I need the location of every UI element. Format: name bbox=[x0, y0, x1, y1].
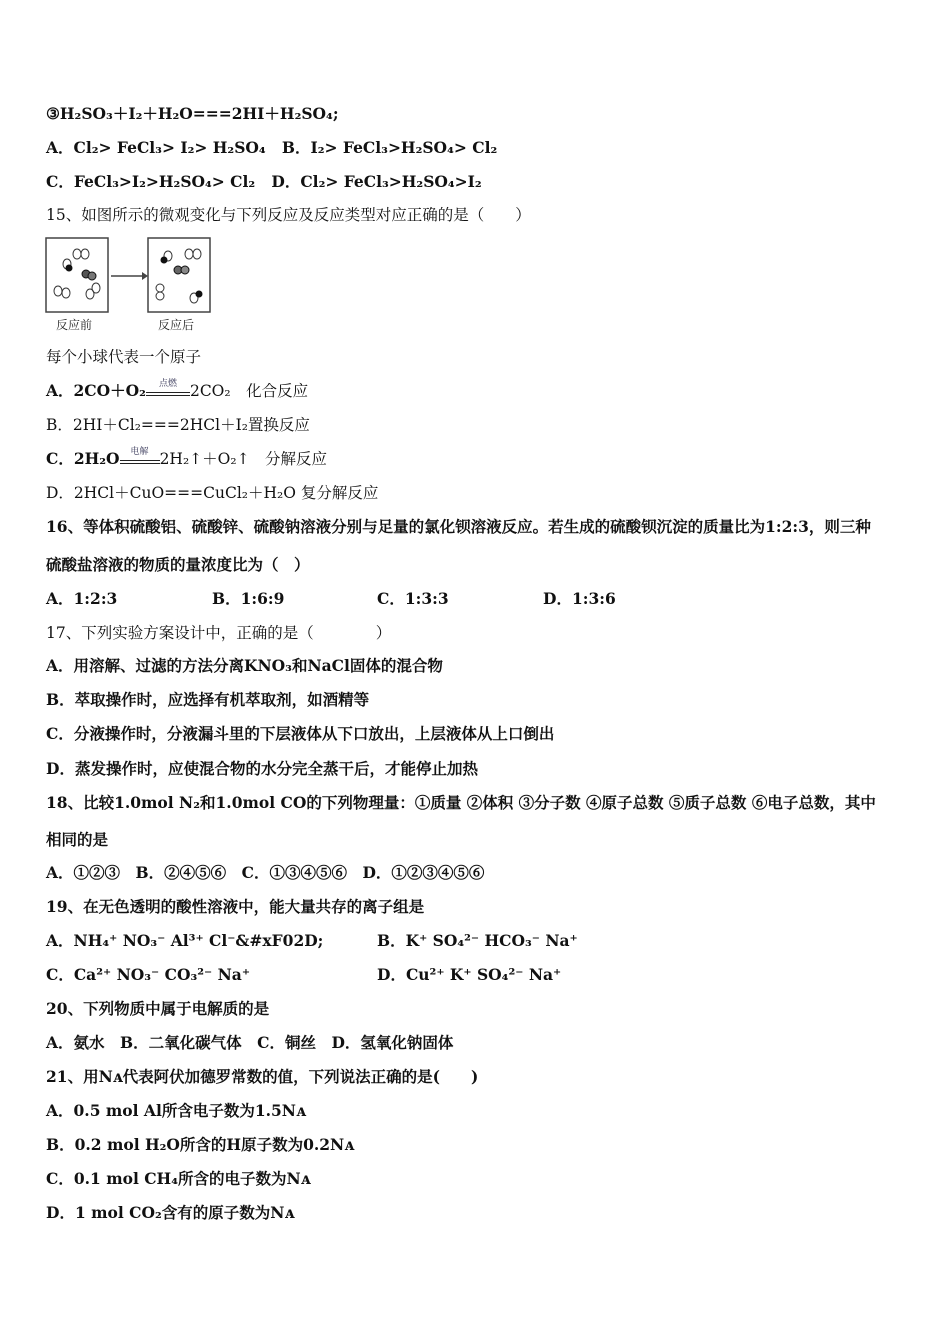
q15-option-a-right: 2CO₂ 化合反应 bbox=[189, 382, 309, 400]
q20-options[interactable]: A．氨水 B．二氧化碳气体 C．铜丝 D．氢氧化钠固体 bbox=[46, 1033, 454, 1052]
atom-hatched bbox=[88, 272, 96, 280]
q15-option-a[interactable] bbox=[46, 381, 308, 401]
q14-options-ab bbox=[46, 138, 497, 158]
q16-stem-line2: 硫酸盐溶液的物质的量浓度比为（ ） bbox=[46, 555, 310, 574]
q15-option-a-left: A．2CO＋O₂ bbox=[46, 381, 146, 400]
q15-option-c[interactable] bbox=[46, 449, 327, 469]
reaction-diagram bbox=[44, 236, 219, 336]
condition-equals bbox=[146, 379, 190, 396]
q21-stem: 21、用Nᴀ代表阿伏加德罗常数的值，下列说法正确的是( ) bbox=[46, 1067, 479, 1086]
q14-options-cd bbox=[46, 172, 482, 192]
atom-light bbox=[81, 249, 89, 259]
atom-light bbox=[73, 249, 81, 259]
atom-dark bbox=[196, 291, 203, 298]
q17-option-b[interactable]: B．萃取操作时，应选择有机萃取剂，如酒精等 bbox=[46, 690, 370, 709]
q19-option-d[interactable]: D．Cu²⁺ K⁺ SO₄²⁻ Na⁺ bbox=[377, 965, 562, 984]
condition-equals bbox=[120, 447, 160, 464]
arrow-head-icon bbox=[142, 272, 148, 280]
q18-options[interactable]: A．①②③ B．②④⑤⑥ C．①③④⑤⑥ D．①②③④⑤⑥ bbox=[46, 863, 485, 882]
q14-option-d[interactable]: D．Cl₂> FeCl₃>H₂SO₄>I₂ bbox=[271, 172, 482, 191]
q15-option-c-right: 2H₂↑＋O₂↑ 分解反应 bbox=[159, 450, 328, 468]
atom-light bbox=[193, 249, 201, 259]
q15-option-d[interactable]: D．2HCl＋CuO===CuCl₂＋H₂O 复分解反应 bbox=[46, 484, 379, 502]
condition-label: 点燃 bbox=[158, 379, 177, 389]
q16-option-d[interactable]: D．1:3:6 bbox=[543, 589, 616, 608]
q17-option-a[interactable]: A．用溶解、过滤的方法分离KNO₃和NaCl固体的混合物 bbox=[46, 656, 443, 675]
q16-option-a[interactable]: A．1:2:3 bbox=[46, 589, 118, 608]
atom-hatched bbox=[181, 266, 189, 274]
q19-option-c[interactable]: C．Ca²⁺ NO₃⁻ CO₃²⁻ Na⁺ bbox=[46, 965, 251, 984]
q20-stem: 20、下列物质中属于电解质的是 bbox=[46, 999, 270, 1018]
atom-light bbox=[62, 288, 70, 298]
q17-option-c[interactable]: C．分液操作时，分液漏斗里的下层液体从下口放出，上层液体从上口倒出 bbox=[46, 724, 555, 743]
q18-stem-line1: 18、比较1.0mol N₂和1.0mol CO的下列物理量：①质量 ②体积 ③分子数 ④原子总数 ⑤质子总数 ⑥电子总数，其中 bbox=[46, 793, 876, 812]
after-box bbox=[148, 238, 210, 312]
q16-stem-line1: 16、等体积硫酸铝、硫酸锌、硫酸钠溶液分别与足量的氯化钡溶液反应。若生成的硫酸钡沉淀的质量比为1:2:3，则三种 bbox=[46, 517, 871, 536]
q21-option-c[interactable]: C．0.1 mol CH₄所含的电子数为Nᴀ bbox=[46, 1169, 311, 1188]
q21-option-d[interactable]: D．1 mol CO₂含有的原子数为Nᴀ bbox=[46, 1203, 295, 1222]
atom-dark bbox=[66, 265, 73, 272]
reaction-diagram-svg bbox=[44, 236, 219, 336]
q17-stem: 17、下列实验方案设计中，正确的是（ ） bbox=[46, 624, 392, 642]
q15-stem: 15、如图所示的微观变化与下列反应及反应类型对应正确的是（ ） bbox=[46, 206, 531, 224]
q21-option-b[interactable]: B．0.2 mol H₂O所含的H原子数为0.2Nᴀ bbox=[46, 1135, 355, 1154]
q18-stem-line2: 相同的是 bbox=[46, 830, 109, 849]
q19-option-b[interactable]: B．K⁺ SO₄²⁻ HCO₃⁻ Na⁺ bbox=[377, 931, 578, 950]
condition-label: 电解 bbox=[130, 447, 149, 457]
atom-light bbox=[54, 286, 62, 296]
q15-option-c-left: C．2H₂O bbox=[46, 449, 120, 468]
q14-item3: ③H₂SO₃＋I₂＋H₂O===2HI＋H₂SO₄; bbox=[46, 104, 339, 123]
q15-note: 每个小球代表一个原子 bbox=[46, 348, 202, 366]
q16-option-c[interactable]: C．1:3:3 bbox=[377, 589, 449, 608]
q17-option-d[interactable]: D．蒸发操作时，应使混合物的水分完全蒸干后，才能停止加热 bbox=[46, 759, 478, 778]
label-before: 反应前 bbox=[56, 318, 93, 332]
q14-option-c[interactable]: C．FeCl₃>I₂>H₂SO₄> Cl₂ bbox=[46, 172, 256, 191]
atom-light bbox=[185, 249, 193, 259]
atom-light bbox=[92, 283, 100, 293]
q21-option-a[interactable]: A．0.5 mol Al所含电子数为1.5Nᴀ bbox=[46, 1101, 306, 1120]
label-after: 反应后 bbox=[158, 318, 195, 332]
q15-option-b[interactable]: B．2HI＋Cl₂===2HCl＋I₂置换反应 bbox=[46, 416, 310, 434]
atom-light bbox=[156, 284, 164, 292]
atom-dark bbox=[161, 257, 168, 264]
q16-option-b[interactable]: B．1:6:9 bbox=[212, 589, 285, 608]
q19-option-a[interactable]: A．NH₄⁺ NO₃⁻ Al³⁺ Cl⁻&#xF02D; bbox=[46, 931, 324, 950]
atom-light bbox=[156, 292, 164, 300]
q14-option-a[interactable]: A．Cl₂> FeCl₃> I₂> H₂SO₄ bbox=[46, 138, 266, 157]
q14-option-b[interactable]: B．I₂> FeCl₃>H₂SO₄> Cl₂ bbox=[281, 138, 498, 157]
q19-stem: 19、在无色透明的酸性溶液中，能大量共存的离子组是 bbox=[46, 897, 425, 916]
